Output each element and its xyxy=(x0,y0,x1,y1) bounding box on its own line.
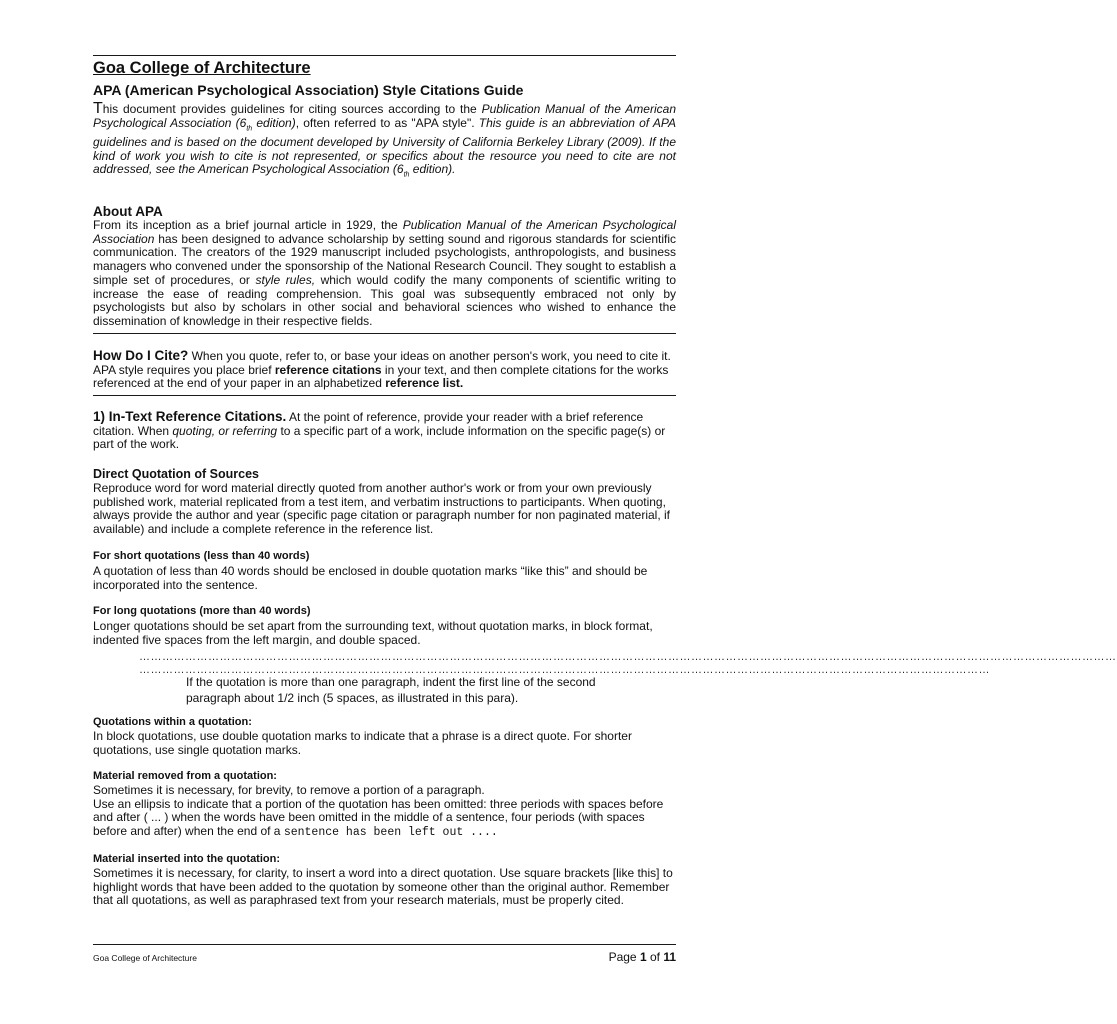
page-number: Page 1 of 11 xyxy=(608,950,676,964)
guide-title: APA (American Psychological Association) Style Citations Guide xyxy=(93,82,524,98)
within-quote-paragraph: In block quotations, use double quotation marks to indicate that a phrase is a direct quote. For shorter quotations, use single quotation marks. xyxy=(93,729,632,757)
short-quote-heading: For short quotations (less than 40 words) xyxy=(93,550,310,562)
how-cite-heading: How Do I Cite? xyxy=(93,348,189,363)
section-rule-1 xyxy=(93,333,676,334)
within-quote-heading: Quotations within a quotation: xyxy=(93,716,252,728)
footer-college: Goa College of Architecture xyxy=(93,953,197,963)
long-quote-paragraph: Longer quotations should be set apart from the surrounding text, without quotation marks, in block format, indented five spaces from the left margin, and double spaced. xyxy=(93,619,653,647)
intro-initial: T xyxy=(93,100,103,117)
how-cite-paragraph: How Do I Cite? When you quote, refer to, or base your ideas on another person's work, you need to cite it. APA style requires you place brief reference citations in your text, and then complete citations for the works referenced at the end of your paper in an alphabetized reference list. xyxy=(93,348,671,391)
intro-paragraph: This document provides guidelines for citing sources according to the Publication Manual of the American Psychological Association ($6_{th}$ edition), often referred to as "APA style". This guide is an abbreviation of APA guidelines and is based on the document developed by University of California Berkeley Library (2009). If the kind of work you wish to cite is not represented, or specifics about the resource you need to cite are not addressed, see the American Psychological Association ($6_{th}$ edition). xyxy=(93,100,676,179)
inserted-heading: Material inserted into the quotation: xyxy=(93,853,281,865)
intext-paragraph: 1) In-Text Reference Citations. At the point of reference, provide your reader with a brief reference citation. When quoting, or referring to a specific part of a work, include information on the specific page(s) or part of the work. xyxy=(93,409,666,452)
top-rule xyxy=(93,55,676,56)
direct-heading: Direct Quotation of Sources xyxy=(93,467,259,481)
about-paragraph: From its inception as a brief journal article in 1929, the Publication Manual of the American Psychological Association has been designed to advance scholarship by setting sound and rigorous standards for scientific communication. The creators of the 1929 manuscript included psychologists, anthropologists, and business managers who convened under the sponsorship of the National Research Council. They sought to establish a simple set of procedures, or style rules, which would codify the many components of scientific writing to increase the ease of reading comprehension. This goal was subsequently embraced not only by psychologists but also by scholars in other social and behavioral sciences who wished to enhance the dissemination of knowledge in their respective fields. xyxy=(93,218,677,328)
about-heading: About APA xyxy=(93,204,163,219)
footer-rule xyxy=(93,944,676,945)
long-quote-heading: For long quotations (more than 40 words) xyxy=(93,605,311,617)
ellipsis-line-2: …………………………………………………………………………………………………………………………………………………………………………………………………… xyxy=(139,664,990,676)
short-quote-paragraph: A quotation of less than 40 words should be enclosed in double quotation marks “like this” and should be incorporated into the sentence. xyxy=(93,564,648,592)
section-rule-2 xyxy=(93,395,676,396)
ellipsis-line-1: ………………………………………………………………………………………………………………………………………………………………………………………………………………………………… xyxy=(139,651,1117,663)
indented-quote: If the quotation is more than one paragraph, indent the first line of the second paragraph about 1/2 inch (5 spaces, as illustrated in this para). xyxy=(186,675,596,705)
inserted-paragraph: Sometimes it is necessary, for clarity, to insert a word into a direct quotation. Use square brackets [like this] to highlight words that have been added to the quotation by someone other than the original author. Remember that all quotations, as well as paraphrased text from your research materials, must be properly cited. xyxy=(93,866,673,908)
intext-heading: 1) In-Text Reference Citations. xyxy=(93,409,287,424)
college-title: Goa College of Architecture xyxy=(93,59,311,77)
direct-paragraph: Reproduce word for word material directly quoted from another author's work or from your own previously published work, material replicated from a test item, and verbatim instructions to participants. When quoting, always provide the author and year (specific page citation or paragraph number for non paginated material, if available) and include a complete reference in the reference list. xyxy=(93,481,671,537)
removed-heading: Material removed from a quotation: xyxy=(93,770,277,782)
removed-paragraph: Sometimes it is necessary, for brevity, to remove a portion of a paragraph. Use an ellipsis to indicate that a portion of the quotation has been omitted: three periods with spaces before and after ( ... ) when the words have been omitted in the middle of a sentence, four periods (with spaces before and after) when the end of a sentence has been left out .... xyxy=(93,783,664,840)
